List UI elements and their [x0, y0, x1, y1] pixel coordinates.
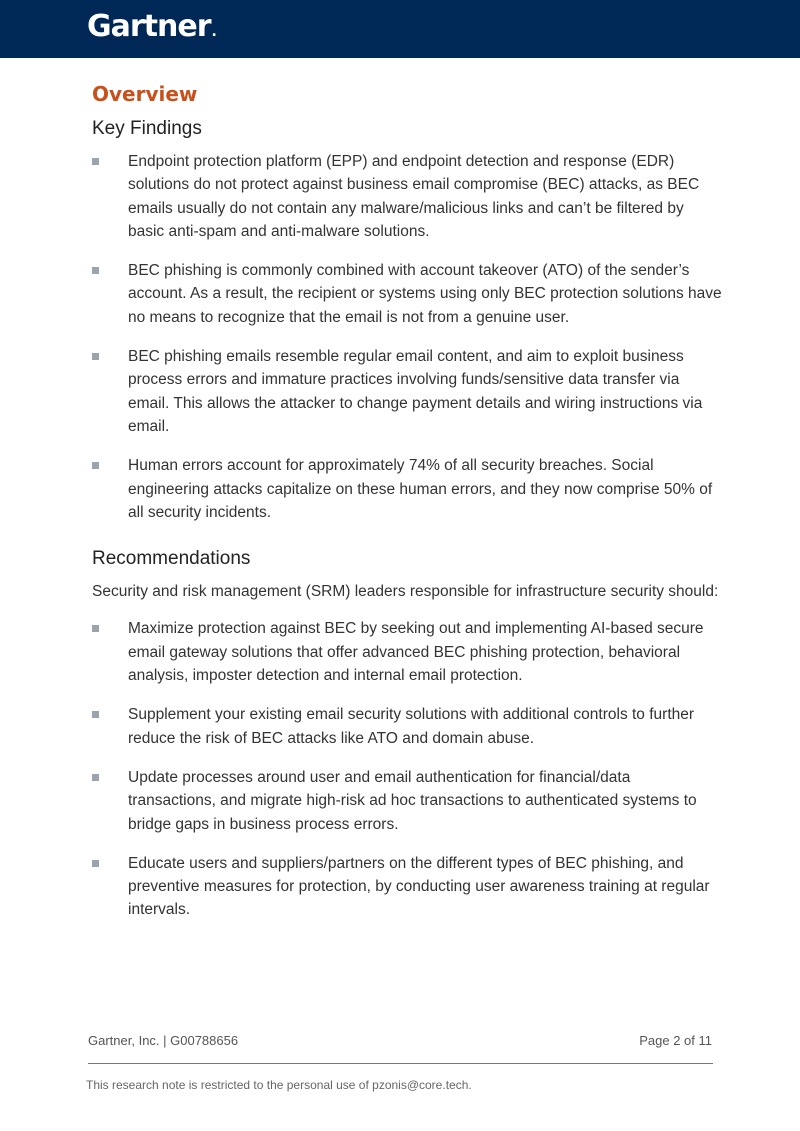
list-item	[92, 150, 722, 243]
recommendations-list	[92, 617, 722, 921]
list-item	[92, 703, 722, 750]
list-item	[92, 766, 722, 836]
square-bullet-icon	[92, 267, 99, 274]
square-bullet-icon	[92, 158, 99, 165]
list-item-text: Endpoint protection platform (EPP) and endpoint detection and response (EDR) solutions do not protect against business email compromise (BEC) attacks, as BEC emails usually do not contain any malware/malicious links and can’t be filtered by basic anti-spam and anti-malware solutions.	[128, 153, 700, 240]
square-bullet-icon	[92, 462, 99, 469]
square-bullet-icon	[92, 711, 99, 718]
list-item-text: Human errors account for approximately 74% of all security breaches. Social engineering attacks capitalize on these human errors, and they now comprise 50% of all security incidents.	[128, 457, 713, 521]
list-item	[92, 454, 722, 524]
footer-document-id: Gartner, Inc. | G00788656	[88, 1033, 239, 1048]
logo-dot: .	[211, 24, 216, 40]
footer-divider	[88, 1063, 713, 1064]
footer-page-number: Page 2 of 11	[639, 1033, 712, 1048]
list-item	[92, 345, 722, 438]
document-body	[92, 80, 722, 922]
restricted-notice: This research note is restricted to the personal use of pzonis@core.tech.	[86, 1078, 472, 1092]
list-item-text: Supplement your existing email security solutions with additional controls to further reduce the risk of BEC attacks like ATO and domain abuse.	[128, 706, 695, 747]
page-header	[0, 0, 800, 58]
list-item-text: BEC phishing emails resemble regular email content, and aim to exploit business process errors and immature practices involving funds/sensitive data transfer via email. This allows the attacker to change payment details and wiring instructions via email.	[128, 348, 703, 435]
list-item	[92, 259, 722, 329]
list-item	[92, 852, 722, 922]
logo-text: Gartner	[87, 9, 211, 44]
overview-heading: Overview	[92, 82, 198, 106]
list-item-text: Educate users and suppliers/partners on the different types of BEC phishing, and preventive measures for protection, by conducting user awareness training at regular intervals.	[128, 854, 710, 919]
list-item-text: Update processes around user and email authentication for financial/data transactions, and migrate high-risk ad hoc transactions to authenticated systems to bridge gaps in business process errors.	[128, 768, 697, 833]
list-item-text: Maximize protection against BEC by seeking out and implementing AI-based secure email gateway solutions that offer advanced BEC phishing protection, behavioral analysis, imposter detection and internal email protection.	[128, 620, 704, 685]
list-item	[92, 617, 722, 687]
square-bullet-icon	[92, 774, 99, 781]
square-bullet-icon	[92, 625, 99, 632]
list-item-text: BEC phishing is commonly combined with account takeover (ATO) of the sender’s account. As a result, the recipient or systems using only BEC protection solutions have no means to recognize that the email is not from a genuine user.	[128, 262, 722, 326]
square-bullet-icon	[92, 353, 99, 360]
recommendations-intro: Security and risk management (SRM) leaders responsible for infrastructure security should:	[92, 583, 719, 601]
gartner-logo	[87, 9, 216, 44]
square-bullet-icon	[92, 860, 99, 867]
recommendations-heading: Recommendations	[92, 548, 251, 570]
key-findings-list	[92, 150, 722, 524]
key-findings-heading: Key Findings	[92, 118, 202, 139]
